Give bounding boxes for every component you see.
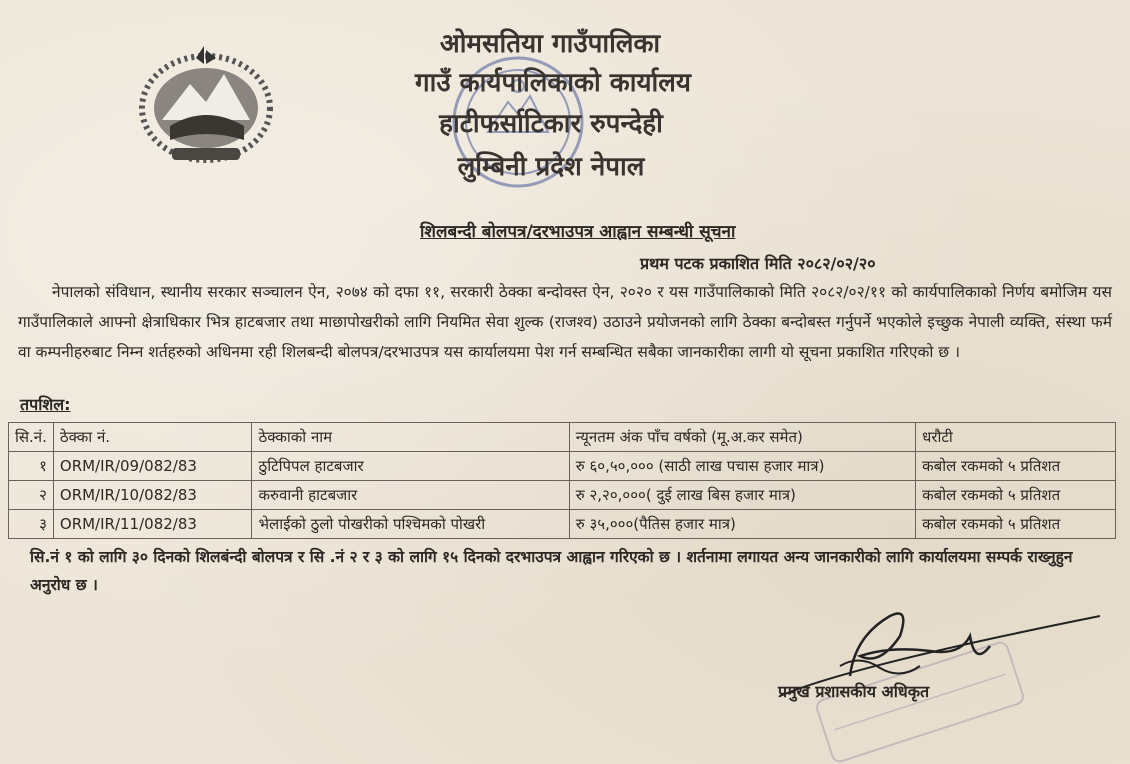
cell-deposit: कबोल रकमको ५ प्रतिशत [916, 510, 1116, 539]
cell-deposit: कबोल रकमको ५ प्रतिशत [916, 452, 1116, 481]
col-deposit: धरौटी [916, 423, 1116, 452]
signatory-title: प्रमुख प्रशासकीय अधिकृत [778, 682, 930, 701]
col-contract-no: ठेक्का नं. [53, 423, 252, 452]
cell-contract-name: करुवानी हाटबजार [252, 481, 569, 510]
cell-contract-no: ORM/IR/09/082/83 [53, 452, 252, 481]
table-row [9, 452, 1116, 481]
col-minimum-amount: न्यूनतम अंक पाँच वर्षको (मू.अ.कर समेत) [569, 423, 915, 452]
cell-contract-no: ORM/IR/10/082/83 [53, 481, 252, 510]
table-row [9, 510, 1116, 539]
table-header-row [9, 423, 1116, 452]
cell-serial: १ [9, 452, 54, 481]
cell-deposit: कबोल रकमको ५ प्रतिशत [916, 481, 1116, 510]
cell-contract-no: ORM/IR/11/082/83 [53, 510, 252, 539]
cell-minimum-amount: रु २,२०,०००( दुई लाख बिस हजार मात्र) [569, 481, 915, 510]
col-contract-name: ठेक्काको नाम [252, 423, 569, 452]
footer-note: सि.नं १ को लागि ३० दिनको शिलबंन्दी बोलपत्र र सि .नं २ र ३ को लागि १५ दिनको दरभाउपत्र आह्वान गरिएको छ । शर्तनामा लगायत अन्य जानकारीको लागि कार्यालयमा सम्पर्क राख्नुहुन अनुरोध छ । [30, 548, 1073, 594]
cell-serial: ३ [9, 510, 54, 539]
table-row [9, 481, 1116, 510]
schedule-heading: तपशिल: [20, 395, 71, 414]
cell-minimum-amount: रु ६०,५०,००० (साठी लाख पचास हजार मात्र) [569, 452, 915, 481]
cell-serial: २ [9, 481, 54, 510]
notice-title: शिलबन्दी बोलपत्र/दरभाउपत्र आह्वान सम्बन्धी सूचना [420, 222, 736, 242]
cell-contract-name: भेलाईको ठुलो पोखरीको पश्चिमको पोखरी [252, 510, 569, 539]
office-address: हाटीफर्साटिकार रुपन्देही [439, 109, 663, 139]
office-name: गाउँ कार्यपालिकाको कार्यालय [415, 68, 691, 98]
cell-contract-name: ठुटिपिपल हाटबजार [252, 452, 569, 481]
municipality-name: ओमसतिया गाउँपालिका [439, 29, 661, 59]
notice-body: नेपालको संविधान, स्थानीय सरकार सञ्चालन ऐन, २०७४ को दफा ११, सरकारी ठेक्का बन्दोवस्त ऐन, २०२० र यस गाउँपालिकाको मिति २०८२/०२/११ को कार्यपालिकाको निर्णय बमोजिम यस गाउँपालिकाले आफ्नो क्षेत्राधिकार भित्र हाटबजार तथा माछापोखरीको लागि नियमित सेवा शुल्क (राजश्व) उठाउने प्रयोजनको लागि ठेक्का बन्दोबस्त गर्नुपर्ने भएकोले इच्छुक नेपाली व्यक्ति, संस्था फर्म वा कम्पनीहरुबाट निम्न शर्तहरुको अधिनमा रही शिलबन्दी बोलपत्र/दरभाउपत्र यस कार्यालयमा पेश गर्न सम्बन्धित सबैका जानकारीका लागी यो सूचना प्रकाशित गरिएको छ । [18, 283, 1112, 361]
publication-date: प्रथम पटक प्रकाशित मिति २०८२/०२/२० [640, 254, 876, 273]
tender-table [8, 422, 1116, 539]
cell-minimum-amount: रु ३५,०००(पैतिस हजार मात्र) [569, 510, 915, 539]
col-serial: सि.नं. [9, 423, 54, 452]
province-country: लुम्बिनी प्रदेश नेपाल [457, 152, 645, 182]
